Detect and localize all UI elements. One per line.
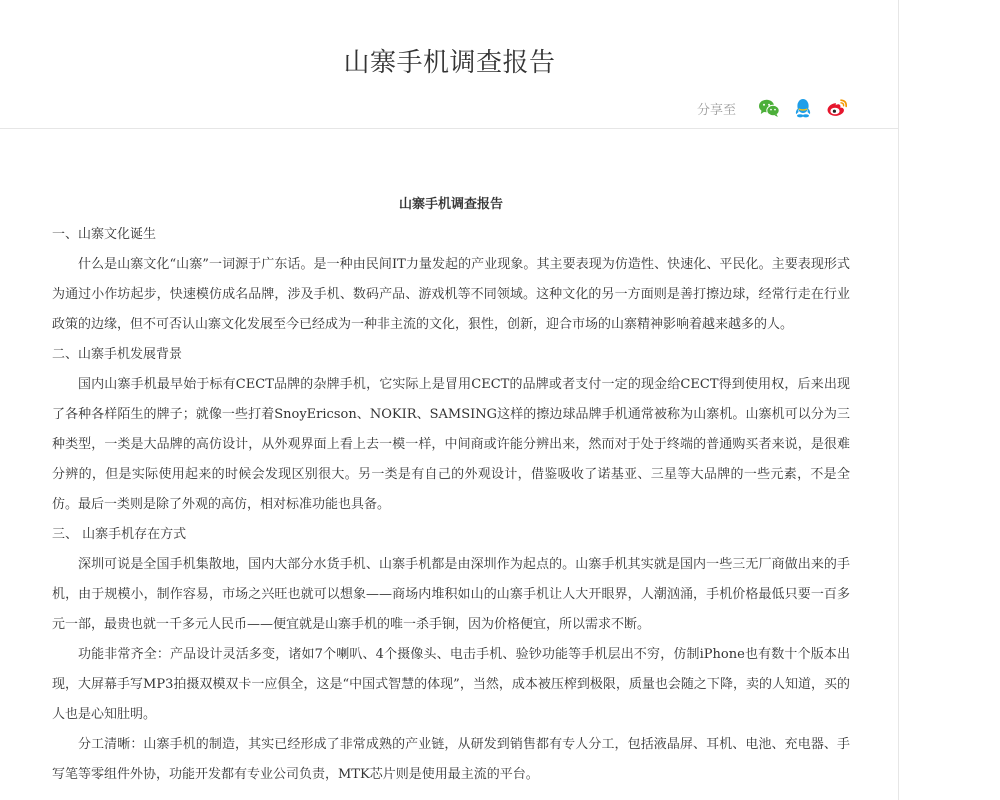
page-title: 山寨手机调查报告 [343, 48, 556, 78]
wechat-icon[interactable] [758, 97, 780, 119]
paragraph: 深圳可说是全国手机集散地，国内大部分水货手机、山寨手机都是由深圳作为起点的。山寨手机其实就是国内一些三无厂商做出来的手机，由于规模小，制作容易，市场之兴旺也就可以想象——商场内堆积如山的山寨手机让人大开眼界，人潮汹涌，手机价格最低只要一百多元一部，最贵也就一千多元人民币——便宜就是山寨手机的唯一杀手锏，因为价格便宜，所以需求不断。 [52, 557, 850, 632]
paragraph: 分工清晰：山寨手机的制造，其实已经形成了非常成熟的产业链，从研发到销售都有专人分工，包括液晶屏、耳机、电池、充电器、手写笔等零组件外协，功能开发都有专业公司负责，MTK芯片则是使用最主流的平台。 [52, 737, 850, 782]
section-title: 三、 山寨手机存在方式 [52, 527, 187, 542]
share-label: 分享至 [696, 102, 736, 118]
article-header [0, 0, 898, 129]
section-title: 一、山寨文化诞生 [52, 227, 157, 242]
paragraph: 功能非常齐全：产品设计灵活多变，诸如7个喇叭、4个摄像头、电击手机、验钞功能等手机层出不穷，仿制iPhone也有数十个版本出现，大屏幕手写MP3拍摄双模双卡一应俱全，这是“中国式智慧的体现”，当然，成本被压榨到极限，质量也会随之下降，卖的人知道，买的人也是心知肚明。 [52, 647, 850, 722]
qq-icon[interactable] [792, 97, 814, 119]
document-heading: 山寨手机调查报告 [398, 197, 503, 212]
article-body [52, 190, 850, 790]
section-title: 二、山寨手机发展背景 [52, 347, 183, 362]
weibo-icon[interactable] [826, 97, 848, 119]
paragraph: 国内山寨手机最早始于标有CECT品牌的杂牌手机，它实际上是冒用CECT的品牌或者支付一定的现金给CECT得到使用权，后来出现了各种各样陌生的牌子；就像一些打着SnoyEricson、NOKIR、SAMSING这样的擦边球品牌手机通常被称为山寨机。山寨机可以分为三种类型，一类是大品牌的高仿设计，从外观界面上看上去一模一样，中间商或许能分辨出来，然而对于处于终端的普通购买者来说，是很难分辨的，但是实际使用起来的时候会发现区别很大。另一类是有自己的外观设计，借鉴吸收了诺基亚、三星等大品牌的一些元素，不是全仿。最后一类则是除了外观的高仿，相对标准功能也具备。 [52, 377, 850, 512]
share-bar [697, 97, 848, 119]
paragraph: 什么是山寨文化“山寨”一词源于广东话。是一种由民间IT力量发起的产业现象。其主要表现为仿造性、快速化、平民化。主要表现形式为通过小作坊起步，快速模仿成名品牌，涉及手机、数码产品、游戏机等不同领域。这种文化的另一方面则是善打擦边球，经常行走在行业政策的边缘，但不可否认山寨文化发展至今已经成为一种非主流的文化，狠性，创新，迎合市场的山寨精神影响着越来越多的人。 [52, 257, 850, 332]
